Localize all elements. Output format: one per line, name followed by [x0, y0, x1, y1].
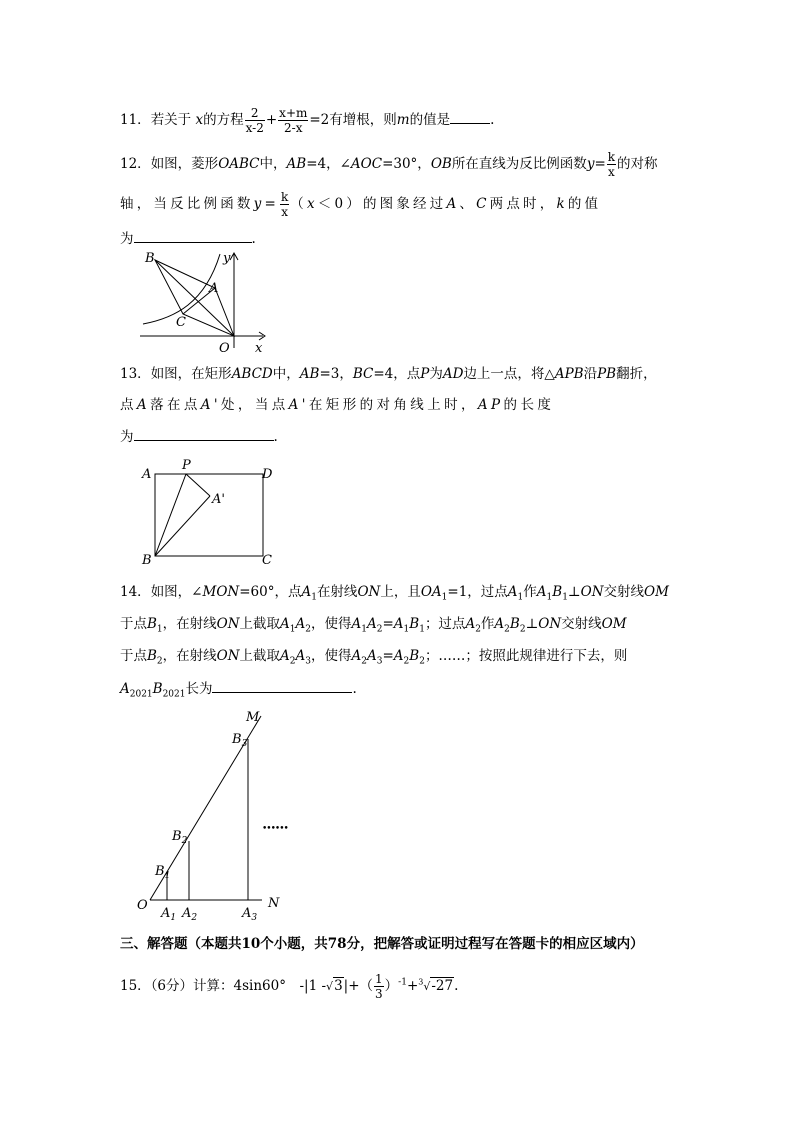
label-B: B — [142, 553, 152, 568]
fraction-k-x: $\frac{k}{x}$ — [607, 150, 616, 179]
label-B: B — [145, 251, 155, 266]
label-A1: A — [161, 906, 171, 921]
question-14-line-1: 14．如图，∠MON=60°，点$A_1$在射线ON上，且$OA_1=1$，过点$A_1$作$A_1B_1\perp ON$交射线OM — [120, 584, 669, 603]
label-M: M — [246, 710, 260, 725]
label-N: N — [268, 896, 280, 911]
svg-text:A3: $A_3$ — [242, 906, 258, 923]
label-A-prime: A' — [212, 492, 225, 507]
label-y: y — [223, 251, 231, 266]
question-14-line-3: 于点$B_2$，在射线ON上截取$A_2A_3$，使得$A_2A_3=A_2B_2$；……；按照此规律进行下去，则 — [120, 648, 628, 667]
label-A: A — [142, 467, 152, 482]
label-A2: A — [182, 906, 192, 921]
answer-blank-14[interactable] — [212, 678, 352, 693]
fraction-k-x-2: $\frac{k}{x}$ — [280, 190, 289, 219]
svg-text:A1: $A_1$ — [161, 906, 177, 923]
question-12-line-3: 为 . — [120, 228, 256, 249]
label-x: x — [255, 341, 263, 356]
label-C: C — [262, 553, 272, 568]
question-12-line-1: 12．如图，菱形OABC中，AB=4，∠AOC=30°，OB所在直线为反比例函数y= $\frac{k}{x}$ 的对称 — [120, 150, 658, 179]
question-14-line-2: 于点$B_1$，在射线ON上截取$A_1A_2$，使得$A_1A_2=A_1B_1$；过点$A_2$作$A_2B_2\perp ON$交射线OM — [120, 616, 627, 635]
answer-blank-13[interactable] — [134, 426, 274, 441]
label-A3: A — [242, 906, 252, 921]
label-B2: B — [172, 829, 182, 844]
fraction-2: $\frac{x+m}{2-x}$ — [279, 106, 308, 135]
label-P: P — [182, 458, 191, 473]
question-15: 15．（6分）计算：4sin60° -|1 -√3|+（ $\frac{1}{3}$ ）$^{-1}$+$^3$√-27. — [120, 972, 459, 1001]
label-O: O — [219, 341, 230, 356]
fraction-one-third: $\frac{1}{3}$ — [375, 972, 383, 1001]
question-13-line-1: 13．如图，在矩形ABCD中，AB=3，BC=4，点P为AD边上一点，将△APB沿PB翻折， — [120, 366, 657, 382]
figure-12 — [135, 248, 275, 356]
label-D: D — [262, 467, 273, 482]
figure-13 — [138, 456, 278, 568]
label-C: C — [176, 315, 186, 330]
figure-14 — [134, 706, 314, 926]
continuation-dots: •••••• — [262, 824, 288, 834]
svg-text:B3: $B_3$ — [232, 732, 248, 749]
label-O: O — [137, 898, 148, 913]
label-B1: B — [155, 864, 165, 879]
question-13-line-2: 点A落在点A'处，当点A'在矩形的对角线上时，AP的长度 — [120, 397, 555, 413]
question-11: 11．若关于 x的方程 $\frac{2}{x-2}$ + $\frac{x+m}{2-x}$ =2有增根，则m的值是 . — [120, 106, 495, 135]
section-3-heading: 三、解答题（本题共10个小题，共78分，把解答或证明过程写在答题卡的相应区域内） — [120, 936, 644, 952]
svg-text:A2: $A_2$ — [182, 906, 198, 923]
svg-text:B2: $B_2$ — [172, 829, 188, 846]
question-14-line-4: $A_{2021}B_{2021}$长为 . — [120, 678, 357, 705]
fraction-1: $\frac{2}{x-2}$ — [245, 106, 264, 135]
answer-blank-11[interactable] — [450, 109, 490, 124]
answer-blank-12[interactable] — [134, 228, 252, 243]
label-A: A — [209, 281, 219, 296]
label-B3: B — [232, 732, 242, 747]
svg-text:B1: $B_1$ — [155, 864, 171, 881]
question-12-line-2: 轴，当反比例函数y= $\frac{k}{x}$ （x＜0）的图象经过A、C两点时，k的值 — [120, 190, 602, 219]
question-13-line-3: 为 . — [120, 426, 278, 447]
